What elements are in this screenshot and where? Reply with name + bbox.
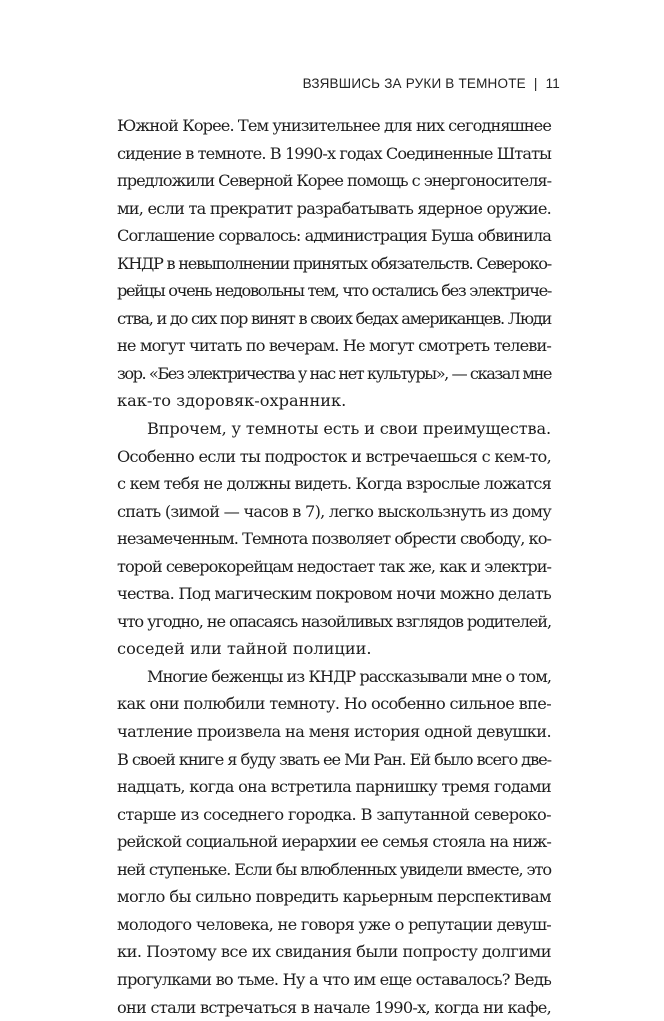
text-line: Впрочем, у темноты есть и свои преимущества. xyxy=(117,415,551,443)
text-line: молодого человека, не говоря уже о репутации девуш- xyxy=(117,911,551,939)
text-line: зор. «Без электричества у нас нет культуры», — сказал мне xyxy=(117,360,551,388)
text-line: как они полюбили темноту. Но особенно сильное впе- xyxy=(117,690,551,718)
text-line: ки. Поэтому все их свидания были попросту долгими xyxy=(117,938,551,966)
header-separator: | xyxy=(534,76,538,91)
text-line: что угодно, не опасаясь назойливых взглядов родителей, xyxy=(117,608,551,636)
text-line: старше из соседнего городка. В запутанной североко- xyxy=(117,801,551,829)
text-line: торой северокорейцам недостает так же, как и электри- xyxy=(117,553,551,581)
text-line: ства, и до сих пор винят в своих бедах американцев. Люди xyxy=(117,305,551,333)
text-line: они стали встречаться в начале 1990-х, когда ни кафе, xyxy=(117,994,551,1021)
text-line: В своей книге я буду звать ее Ми Ран. Ей было всего две- xyxy=(117,746,551,774)
page-number: 11 xyxy=(546,76,560,91)
running-head xyxy=(303,76,560,91)
text-line: надцать, когда она встретила парнишку тремя годами xyxy=(117,773,551,801)
text-line: Особенно если ты подросток и встречаешься с кем-то, xyxy=(117,443,551,471)
paragraph-1 xyxy=(117,112,551,415)
text-line: незамеченным. Темнота позволяет обрести свободу, ко- xyxy=(117,525,551,553)
text-line: предложили Северной Корее помощь с энергоносителя- xyxy=(117,167,551,195)
paragraph-2 xyxy=(117,415,551,663)
body-text xyxy=(117,112,551,1021)
text-line: соседей или тайной полиции. xyxy=(117,635,551,663)
text-line: не могут читать по вечерам. Не могут смотреть телеви- xyxy=(117,332,551,360)
text-line: рейцы очень недовольны тем, что остались без электриче- xyxy=(117,277,551,305)
text-line: Многие беженцы из КНДР рассказывали мне о том, xyxy=(117,663,551,691)
text-line: прогулками во тьме. Ну а что им еще оставалось? Ведь xyxy=(117,966,551,994)
text-line: Соглашение сорвалось: администрация Буша обвинила xyxy=(117,222,551,250)
text-line: рейской социальной иерархии ее семья стояла на ниж- xyxy=(117,828,551,856)
text-line: могло бы сильно повредить карьерным перспективам xyxy=(117,883,551,911)
text-line: спать (зимой — часов в 7), легко выскользнуть из дому xyxy=(117,498,551,526)
text-line: чества. Под магическим покровом ночи можно делать xyxy=(117,580,551,608)
text-line: сидение в темноте. В 1990-х годах Соединенные Штаты xyxy=(117,140,551,168)
text-line: ми, если та прекратит разрабатывать ядерное оружие. xyxy=(117,195,551,223)
text-line: чатление произвела на меня история одной девушки. xyxy=(117,718,551,746)
text-line: КНДР в невыполнении принятых обязательств. Североко- xyxy=(117,250,551,278)
text-line: как-то здоровяк-охранник. xyxy=(117,387,551,415)
paragraph-3 xyxy=(117,663,551,1021)
text-line: Южной Корее. Тем унизительнее для них сегодняшнее xyxy=(117,112,551,140)
text-line: с кем тебя не должны видеть. Когда взрослые ложатся xyxy=(117,470,551,498)
running-title: ВЗЯВШИСЬ ЗА РУКИ В ТЕМНОТЕ xyxy=(303,76,526,91)
text-line: ней ступеньке. Если бы влюбленных увидели вместе, это xyxy=(117,856,551,884)
